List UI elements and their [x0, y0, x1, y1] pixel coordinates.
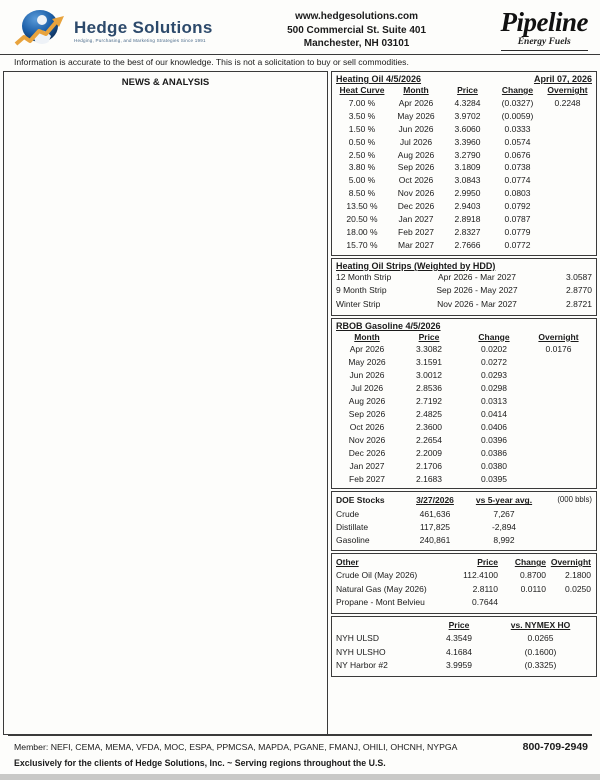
- table-row: [336, 395, 592, 408]
- strips-rows: [336, 271, 592, 312]
- rbob-table: [336, 331, 592, 486]
- cell-price: 2.7666: [454, 239, 481, 250]
- doe-stocks-panel: [331, 491, 597, 551]
- table-row: [336, 460, 592, 473]
- table-row: [336, 356, 592, 369]
- cell-heat-curve: 18.00 %: [346, 226, 378, 237]
- address-block: [287, 7, 426, 51]
- cell-commodity: Crude: [336, 508, 360, 519]
- cell-month: Dec 2026: [348, 447, 386, 458]
- rbob-panel: [331, 318, 597, 490]
- cell-change: 0.0738: [504, 162, 531, 173]
- cell-strip-value: 2.8721: [566, 298, 592, 309]
- cell-heat-curve: 3.80 %: [348, 162, 376, 173]
- cell-change: 0.0386: [481, 447, 507, 458]
- cell-overnight: 0.2248: [554, 97, 581, 108]
- table-row: [336, 596, 592, 610]
- cell-month: Oct 2026: [349, 421, 385, 432]
- company-tagline: Hedging, Purchasing, and Marketing Strategies Since 1991: [74, 38, 206, 43]
- col-change: Change: [478, 331, 510, 342]
- cell-overnight: 2.1800: [565, 570, 591, 581]
- cell-price: 4.3549: [446, 633, 472, 644]
- table-row: [336, 123, 592, 136]
- table-row: [336, 174, 592, 187]
- cell-heat-curve: 13.50 %: [346, 201, 378, 212]
- col-price: Price: [457, 85, 478, 95]
- report-date: April 07, 2026: [533, 74, 592, 84]
- table-row: [336, 408, 592, 421]
- cell-strip-period: Nov 2026 - Mar 2027: [437, 298, 517, 309]
- cell-month: Feb 2027: [349, 473, 385, 484]
- cell-price: 2.8536: [416, 383, 442, 394]
- cell-stock: 461,636: [419, 508, 451, 519]
- table-row: [336, 434, 592, 447]
- col-month: Month: [354, 331, 380, 342]
- cell-price: 3.0012: [416, 370, 442, 381]
- table-row: [336, 508, 592, 521]
- pipeline-title: Pipeline: [500, 7, 588, 37]
- table-row: [336, 187, 592, 200]
- col-price: Price: [448, 620, 470, 631]
- cell-price: 2.4825: [416, 409, 442, 419]
- cell-heat-curve: 3.50 %: [348, 110, 376, 121]
- cell-vs-nymex: (0.1600): [524, 646, 557, 657]
- cell-change: 0.0574: [504, 136, 531, 147]
- news-panel: [3, 71, 328, 735]
- cell-month: Oct 2026: [398, 175, 434, 186]
- cell-commodity: Natural Gas (May 2026): [336, 583, 427, 594]
- doe-vs-label: vs 5-year avg.: [475, 495, 533, 506]
- table-row: [336, 583, 592, 597]
- cell-change: 0.0676: [504, 149, 531, 160]
- cell-stock: 117,825: [419, 521, 451, 532]
- cell-month: Jan 2027: [398, 214, 434, 225]
- cell-change: 0.0787: [504, 214, 531, 225]
- nyh-rows: [336, 632, 592, 673]
- cell-price: 112.4100: [463, 570, 498, 581]
- cell-strip-label: 9 Month Strip: [336, 285, 387, 296]
- table-row: [336, 110, 592, 123]
- cell-month: Nov 2026: [348, 434, 386, 445]
- cell-strip-label: Winter Strip: [336, 298, 381, 309]
- cell-month: Apr 2026: [349, 344, 385, 355]
- logo-text: [74, 19, 213, 43]
- cell-change: 0.0395: [481, 473, 507, 484]
- pipeline-logo: [501, 7, 588, 51]
- cell-change: 0.0333: [504, 123, 531, 134]
- heating-oil-rows: [336, 97, 592, 252]
- table-row: [336, 213, 592, 226]
- cell-price: 3.3082: [416, 344, 442, 355]
- cell-price: 2.8918: [454, 214, 481, 225]
- table-row: [336, 271, 592, 285]
- strips-header: [336, 261, 592, 271]
- cell-month: May 2026: [348, 357, 386, 368]
- table-row: [336, 421, 592, 434]
- cell-price: 2.2009: [416, 447, 442, 458]
- cell-price: 2.1683: [416, 473, 442, 484]
- table-row: [336, 97, 592, 110]
- cell-price: 2.2654: [416, 434, 442, 445]
- nyh-header: [336, 619, 592, 632]
- col-month: Month: [403, 85, 429, 95]
- footer-tagline: Exclusively for the clients of Hedge Solutions, Inc. ~ Serving regions throughout the U.S.: [14, 758, 386, 768]
- table-row: [336, 534, 592, 547]
- cell-heat-curve: 0.50 %: [348, 136, 376, 147]
- strips-title: Heating Oil Strips (Weighted by HDD): [336, 260, 496, 271]
- address-city: Manchester, NH 03101: [303, 38, 410, 49]
- cell-commodity: Distillate: [336, 521, 369, 532]
- cell-price: 3.9702: [454, 110, 481, 121]
- table-row: [336, 569, 592, 583]
- cell-change: 0.0414: [481, 409, 507, 419]
- cell-month: Sep 2026: [348, 409, 386, 419]
- main-content: [0, 71, 600, 735]
- strips-panel: [331, 258, 597, 316]
- other-rows: [336, 569, 592, 610]
- cell-month: Jan 2027: [349, 460, 385, 471]
- cell-month: Sep 2026: [397, 162, 435, 173]
- heating-oil-panel: [331, 71, 597, 256]
- cell-vs-avg: 8,992: [493, 534, 515, 545]
- table-row: [336, 239, 592, 252]
- cell-commodity: Gasoline: [336, 534, 370, 545]
- rbob-title: RBOB Gasoline 4/5/2026: [336, 320, 441, 331]
- other-title: Other: [336, 557, 359, 568]
- cell-commodity: Propane - Mont Belvieu: [336, 597, 425, 608]
- cell-heat-curve: 5.00 %: [348, 175, 376, 186]
- cell-change: (0.0327): [501, 97, 534, 108]
- cell-price: 0.7644: [472, 597, 498, 608]
- doe-date: 3/27/2026: [416, 495, 454, 506]
- cell-price: 3.0843: [454, 175, 481, 186]
- cell-month: Jul 2026: [350, 383, 384, 394]
- cell-product: NYH ULSHO: [336, 646, 386, 657]
- heating-oil-title: Heating Oil 4/5/2026: [336, 74, 422, 84]
- rbob-header: [336, 321, 592, 331]
- doe-rows: [336, 508, 592, 548]
- cell-month: Mar 2027: [398, 239, 434, 250]
- header: [0, 0, 600, 54]
- cell-price: 4.3284: [454, 97, 481, 108]
- pipeline-subtitle: Energy Fuels: [517, 37, 571, 47]
- cell-month: Jul 2026: [399, 136, 433, 147]
- cell-heat-curve: 20.50 %: [346, 214, 378, 225]
- doe-header: [336, 494, 592, 507]
- cell-product: NYH ULSD: [336, 633, 379, 644]
- cell-strip-period: Apr 2026 - Mar 2027: [438, 271, 516, 282]
- col-overnight: Overnight: [547, 85, 588, 95]
- table-row: [336, 136, 592, 149]
- cell-month: Nov 2026: [397, 188, 435, 199]
- cell-change: 0.0772: [504, 239, 531, 250]
- cell-change: 0.0779: [504, 226, 531, 237]
- cell-strip-value: 3.0587: [566, 271, 592, 282]
- address-street: 500 Commercial St. Suite 401: [287, 24, 427, 36]
- rbob-rows: [336, 343, 592, 485]
- cell-month: Feb 2027: [398, 226, 434, 237]
- nyh-prices-panel: [331, 616, 597, 677]
- col-change: Change: [501, 85, 534, 95]
- cell-overnight: 0.0250: [565, 583, 591, 594]
- news-title: NEWS & ANALYSIS: [121, 77, 210, 88]
- table-row: [336, 149, 592, 162]
- cell-commodity: Crude Oil (May 2026): [336, 570, 418, 581]
- table-row: [336, 646, 592, 660]
- footer: [8, 734, 592, 768]
- cell-month: Dec 2026: [397, 201, 435, 212]
- table-row: [336, 659, 592, 673]
- table-row: [336, 200, 592, 213]
- heating-oil-table: [336, 84, 592, 252]
- cell-vs-nymex: (0.3325): [524, 660, 557, 671]
- cell-month: Aug 2026: [348, 396, 386, 407]
- cell-product: NY Harbor #2: [336, 660, 388, 671]
- member-associations: Member: NEFI, CEMA, MEMA, VFDA, MOC, ESPA, PPMCSA, MAPDA, PGANE, FMANJ, OHILI, OHCNH, NYPGA: [14, 742, 458, 752]
- cell-change: 0.0396: [481, 434, 507, 445]
- table-row: [336, 161, 592, 174]
- table-row: [336, 369, 592, 382]
- cell-price: 2.3600: [416, 421, 442, 432]
- cell-price: 3.1591: [416, 357, 442, 368]
- cell-price: 3.2790: [454, 149, 481, 160]
- website-url: www.hedgesolutions.com: [295, 11, 419, 22]
- col-overnight: Overnight: [538, 331, 579, 342]
- cell-month: May 2026: [397, 110, 435, 121]
- col-change: Change: [514, 557, 546, 568]
- table-row: [336, 473, 592, 486]
- cell-heat-curve: 15.70 %: [346, 239, 378, 250]
- cell-price: 2.1706: [416, 460, 442, 471]
- heating-oil-header: [336, 74, 592, 84]
- cell-price: 3.9959: [446, 660, 472, 671]
- cell-vs-avg: -2,894: [491, 521, 517, 532]
- cell-heat-curve: 8.50 %: [348, 188, 376, 199]
- cell-change: [498, 596, 546, 610]
- cell-price: 2.8327: [454, 226, 481, 237]
- cell-strip-value: 2.8770: [566, 285, 592, 296]
- company-name: Hedge Solutions: [74, 18, 213, 37]
- cell-strip-period: Sep 2026 - May 2027: [436, 285, 518, 296]
- cell-month: Apr 2026: [398, 97, 434, 108]
- col-price: Price: [477, 557, 498, 568]
- cell-change: 0.0110: [520, 583, 546, 594]
- cell-heat-curve: 2.50 %: [348, 149, 376, 160]
- other-header: [336, 556, 592, 569]
- table-row: [336, 521, 592, 534]
- cell-change: (0.0059): [501, 110, 534, 121]
- cell-change: 0.0774: [504, 175, 531, 186]
- col-vs-nymex-ho: vs. NYMEX HO: [510, 620, 571, 631]
- globe-person-arrow-icon: [14, 7, 70, 49]
- cell-strip-label: 12 Month Strip: [336, 271, 392, 282]
- cell-vs-avg: 7,267: [493, 508, 515, 519]
- cell-price: 3.3960: [454, 136, 481, 147]
- cell-overnight: 0.0176: [545, 344, 572, 355]
- cell-heat-curve: 1.50 %: [348, 123, 376, 134]
- cell-price: 2.8110: [472, 583, 498, 594]
- table-row: [336, 632, 592, 646]
- cell-change: 0.0792: [504, 201, 531, 212]
- cell-change: 0.0313: [481, 396, 507, 407]
- cell-price: 2.9950: [454, 188, 481, 199]
- cell-heat-curve: 7.00 %: [348, 97, 376, 108]
- cell-overnight: [546, 596, 591, 610]
- col-heat-curve: Heat Curve: [339, 85, 385, 95]
- cell-change: 0.0272: [481, 357, 507, 368]
- rbob-column-headers: [336, 331, 592, 344]
- cell-change: 0.0298: [481, 383, 507, 394]
- cell-month: Jun 2026: [349, 370, 385, 381]
- doe-title: DOE Stocks: [336, 495, 385, 506]
- cell-price: 4.1684: [446, 646, 472, 657]
- table-row: [336, 298, 592, 312]
- cell-price: 3.1809: [454, 162, 481, 173]
- col-overnight: Overnight: [550, 557, 591, 568]
- cell-vs-nymex: 0.0265: [527, 633, 554, 644]
- cell-month: Jun 2026: [398, 123, 434, 134]
- table-row: [336, 284, 592, 298]
- cell-month: Aug 2026: [397, 149, 435, 160]
- market-data-column: [331, 71, 597, 679]
- cell-price: 2.9403: [454, 201, 481, 212]
- cell-change: 0.0406: [481, 421, 507, 432]
- table-row: [336, 382, 592, 395]
- other-prices-panel: [331, 553, 597, 614]
- table-row: [336, 226, 592, 239]
- table-row: [336, 447, 592, 460]
- cell-change: 0.0202: [481, 344, 507, 355]
- col-price: Price: [418, 331, 440, 342]
- cell-change: 0.0803: [504, 188, 531, 199]
- table-row: [336, 343, 592, 356]
- hedge-solutions-logo: [14, 7, 213, 49]
- heating-oil-column-headers: [336, 84, 592, 97]
- cell-change: 0.8700: [520, 570, 546, 581]
- doe-unit: (000 bbls): [557, 495, 592, 505]
- phone-number: 800-709-2949: [522, 741, 588, 753]
- disclaimer-text: Information is accurate to the best of our knowledge. This is not a solicitation to buy or sell commodities.: [0, 54, 600, 71]
- cell-price: 2.7192: [416, 396, 442, 407]
- cell-change: 0.0293: [481, 370, 507, 381]
- cell-stock: 240,861: [419, 534, 451, 545]
- cell-change: 0.0380: [481, 460, 507, 471]
- cell-price: 3.6060: [454, 123, 481, 134]
